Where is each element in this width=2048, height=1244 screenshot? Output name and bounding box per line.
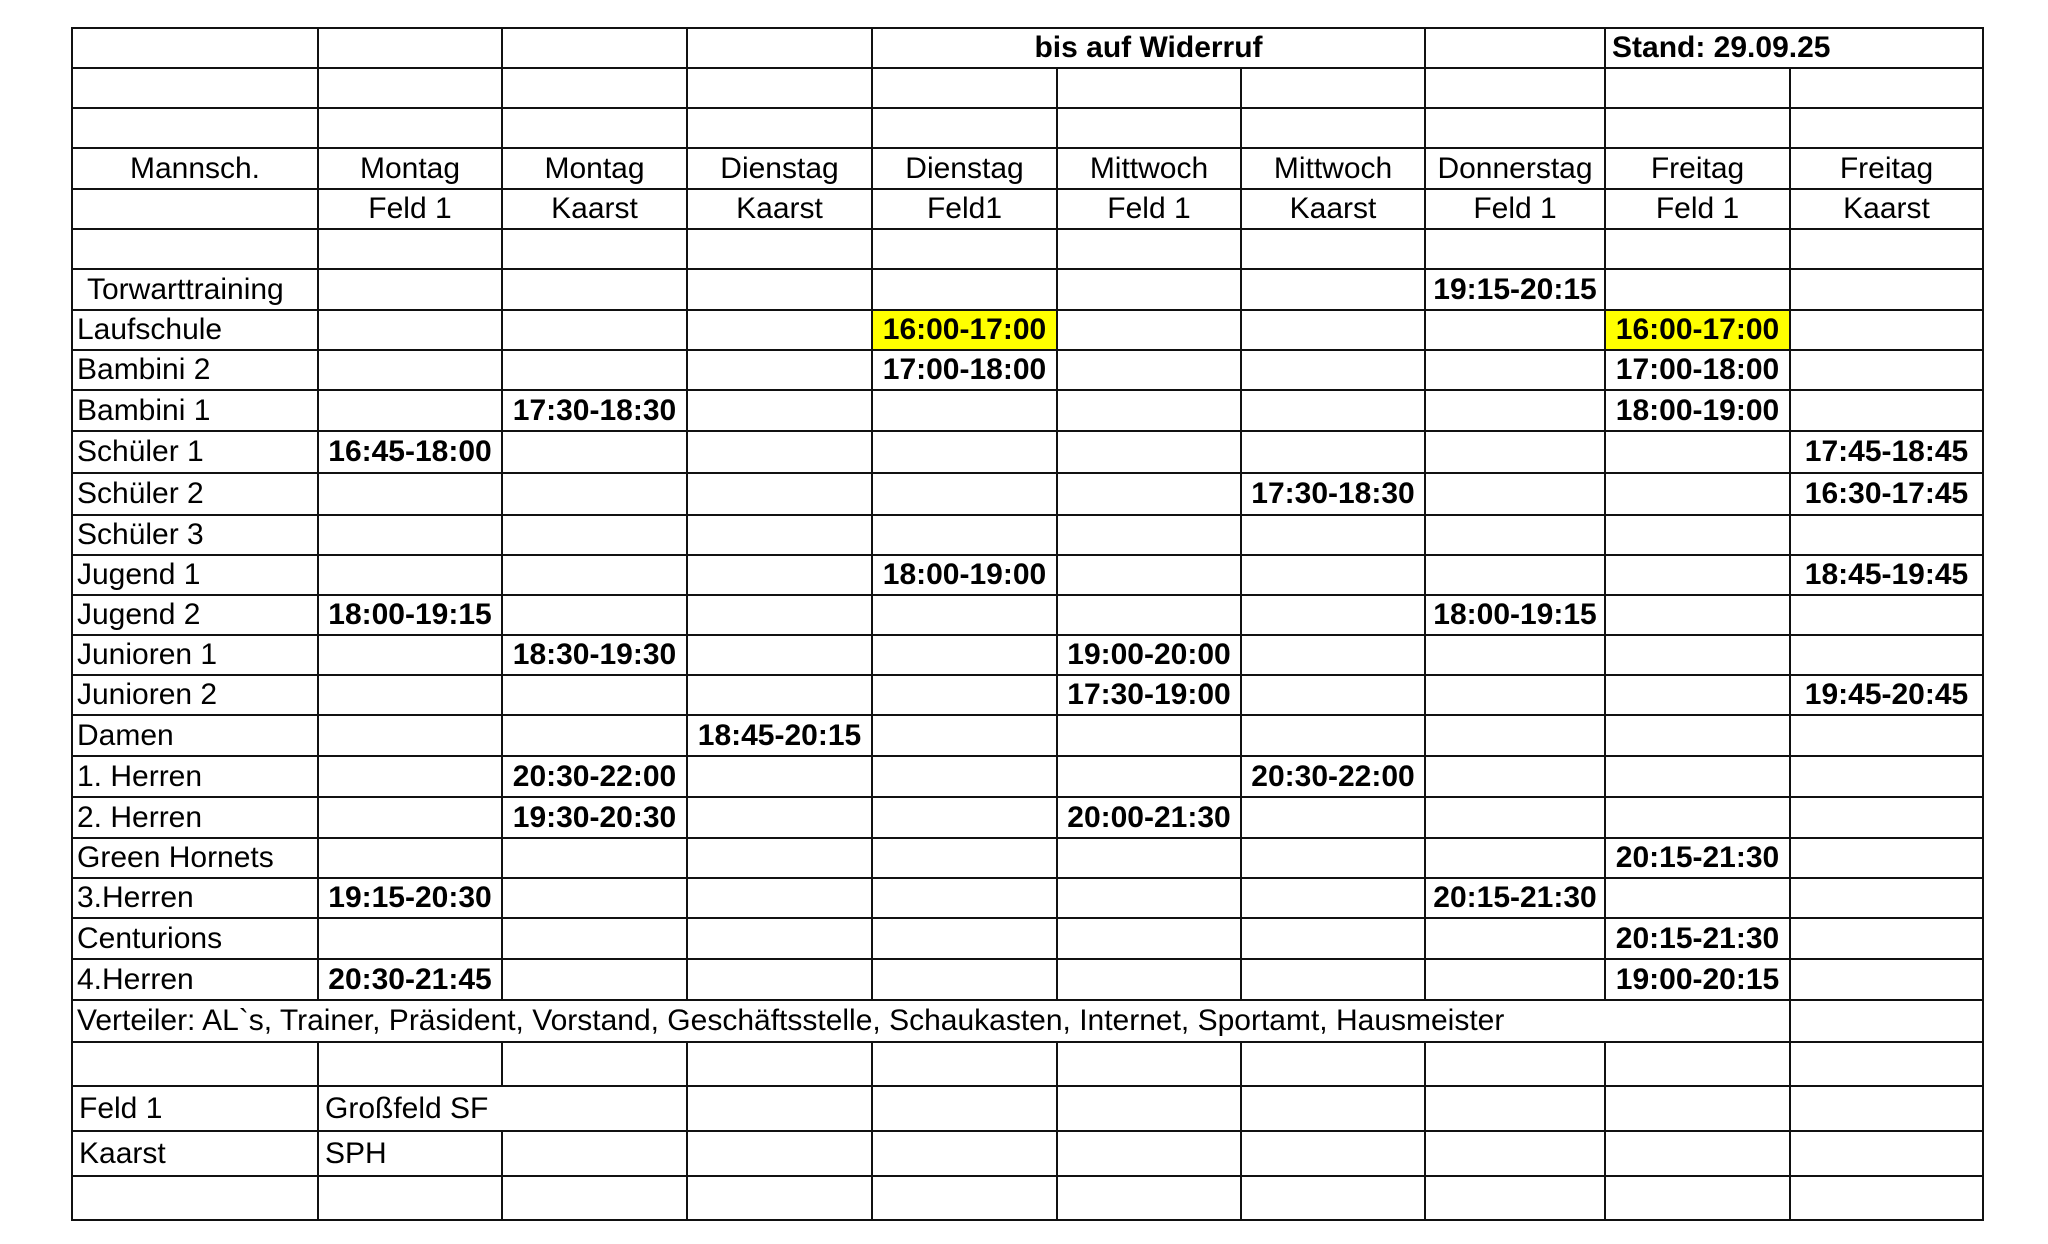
- training-slot: 18:45-19:45: [1790, 555, 1983, 595]
- empty-slot: [1790, 715, 1983, 756]
- empty-slot: [872, 918, 1057, 959]
- day-header: Freitag: [1790, 148, 1983, 189]
- empty-slot: [1425, 310, 1605, 350]
- empty-slot: [1425, 515, 1605, 555]
- team-column-header: Mannsch.: [72, 148, 318, 189]
- empty-cell: [1241, 1131, 1425, 1176]
- empty-slot: [872, 390, 1057, 431]
- validity-note: bis auf Widerruf: [872, 28, 1425, 68]
- empty-slot: [318, 390, 502, 431]
- team-name: Junioren 2: [72, 675, 318, 715]
- team-name: Laufschule: [72, 310, 318, 350]
- empty-slot: [1605, 635, 1790, 675]
- empty-slot: [502, 515, 687, 555]
- empty-cell: [687, 1131, 872, 1176]
- empty-slot: [1605, 595, 1790, 635]
- empty-slot: [1057, 555, 1241, 595]
- training-slot: 20:30-22:00: [502, 756, 687, 797]
- training-slot: 17:30-18:30: [502, 390, 687, 431]
- day-header: Donnerstag: [1425, 148, 1605, 189]
- empty-slot: [1241, 878, 1425, 918]
- training-slot: 20:15-21:30: [1605, 838, 1790, 878]
- day-header-row: [72, 148, 1983, 189]
- empty-slot: [1790, 878, 1983, 918]
- training-schedule-sheet: [71, 27, 1982, 1231]
- blank-row: [72, 1042, 1983, 1086]
- team-row: [72, 878, 1983, 918]
- empty-slot: [1790, 310, 1983, 350]
- empty-slot: [872, 595, 1057, 635]
- training-slot: 18:45-20:15: [687, 715, 872, 756]
- empty-slot: [1057, 595, 1241, 635]
- team-row: [72, 473, 1983, 515]
- distribution-row: [72, 1000, 1983, 1042]
- team-name: Schüler 3: [72, 515, 318, 555]
- field-header: Kaarst: [687, 189, 872, 229]
- training-slot: 19:30-20:30: [502, 797, 687, 838]
- empty-slot: [318, 756, 502, 797]
- empty-slot: [872, 515, 1057, 555]
- field-header-row: [72, 189, 1983, 229]
- blank-row: [72, 68, 1983, 108]
- team-name: 1. Herren: [72, 756, 318, 797]
- team-row: [72, 959, 1983, 1000]
- empty-slot: [318, 310, 502, 350]
- empty-slot: [502, 350, 687, 390]
- empty-slot: [687, 635, 872, 675]
- empty-slot: [872, 878, 1057, 918]
- empty-slot: [687, 555, 872, 595]
- empty-slot: [1605, 675, 1790, 715]
- empty-cell: [872, 1131, 1057, 1176]
- empty-slot: [872, 473, 1057, 515]
- empty-cell: [872, 1086, 1057, 1131]
- training-slot: 18:00-19:15: [318, 595, 502, 635]
- empty-cell: [1790, 1086, 1983, 1131]
- empty-slot: [687, 473, 872, 515]
- empty-slot: [1057, 390, 1241, 431]
- empty-slot: [318, 838, 502, 878]
- empty-slot: [1425, 350, 1605, 390]
- day-header: Freitag: [1605, 148, 1790, 189]
- team-row: [72, 595, 1983, 635]
- empty-cell: [318, 28, 502, 68]
- empty-slot: [687, 918, 872, 959]
- empty-slot: [1057, 431, 1241, 473]
- legend-key: Feld 1: [72, 1086, 318, 1131]
- empty-slot: [1425, 959, 1605, 1000]
- empty-slot: [1605, 756, 1790, 797]
- empty-cell: [502, 1131, 687, 1176]
- day-header: Mittwoch: [1241, 148, 1425, 189]
- training-slot: 19:45-20:45: [1790, 675, 1983, 715]
- team-row: [72, 756, 1983, 797]
- legend-row: [72, 1086, 1983, 1131]
- training-slot: 16:30-17:45: [1790, 473, 1983, 515]
- title-row: [72, 28, 1983, 68]
- empty-slot: [872, 797, 1057, 838]
- empty-slot: [687, 310, 872, 350]
- empty-slot: [1790, 595, 1983, 635]
- empty-slot: [318, 555, 502, 595]
- empty-slot: [1057, 473, 1241, 515]
- empty-cell: [1790, 1000, 1983, 1042]
- training-slot: 18:30-19:30: [502, 635, 687, 675]
- team-row: [72, 310, 1983, 350]
- training-slot: 17:30-18:30: [1241, 473, 1425, 515]
- empty-cell: [72, 189, 318, 229]
- training-slot: 19:00-20:15: [1605, 959, 1790, 1000]
- empty-slot: [1425, 797, 1605, 838]
- training-slot: 16:00-17:00: [1605, 310, 1790, 350]
- training-slot: 18:00-19:00: [1605, 390, 1790, 431]
- empty-slot: [1057, 715, 1241, 756]
- empty-slot: [687, 675, 872, 715]
- training-slot: 20:15-21:30: [1605, 918, 1790, 959]
- empty-slot: [687, 797, 872, 838]
- team-row: [72, 838, 1983, 878]
- status-date: Stand: 29.09.25: [1605, 28, 1983, 68]
- training-slot: 17:00-18:00: [1605, 350, 1790, 390]
- field-header: Feld 1: [1605, 189, 1790, 229]
- team-row: [72, 555, 1983, 595]
- team-name: Junioren 1: [72, 635, 318, 675]
- team-row: [72, 797, 1983, 838]
- training-slot: 17:30-19:00: [1057, 675, 1241, 715]
- team-name: Torwarttraining: [72, 269, 318, 310]
- empty-slot: [318, 918, 502, 959]
- empty-slot: [687, 515, 872, 555]
- field-header: Kaarst: [502, 189, 687, 229]
- empty-cell: [1425, 28, 1605, 68]
- legend-row: [72, 1131, 1983, 1176]
- empty-slot: [687, 595, 872, 635]
- empty-slot: [1790, 959, 1983, 1000]
- team-name: 2. Herren: [72, 797, 318, 838]
- empty-slot: [1057, 269, 1241, 310]
- field-header: Kaarst: [1790, 189, 1983, 229]
- empty-slot: [1790, 838, 1983, 878]
- team-row: [72, 675, 1983, 715]
- empty-slot: [1425, 635, 1605, 675]
- empty-slot: [1425, 390, 1605, 431]
- empty-slot: [687, 838, 872, 878]
- empty-cell: [1425, 1086, 1605, 1131]
- empty-slot: [1057, 838, 1241, 878]
- empty-slot: [872, 959, 1057, 1000]
- training-slot: 20:15-21:30: [1425, 878, 1605, 918]
- empty-slot: [1605, 878, 1790, 918]
- empty-cell: [1057, 1131, 1241, 1176]
- empty-slot: [872, 431, 1057, 473]
- empty-slot: [1425, 838, 1605, 878]
- empty-slot: [1241, 918, 1425, 959]
- empty-slot: [502, 310, 687, 350]
- field-header: Feld 1: [318, 189, 502, 229]
- empty-slot: [687, 350, 872, 390]
- day-header: Mittwoch: [1057, 148, 1241, 189]
- empty-slot: [687, 390, 872, 431]
- training-slot: 18:00-19:15: [1425, 595, 1605, 635]
- empty-slot: [502, 269, 687, 310]
- empty-slot: [1241, 838, 1425, 878]
- empty-slot: [1425, 756, 1605, 797]
- team-row: [72, 515, 1983, 555]
- empty-slot: [1790, 918, 1983, 959]
- empty-slot: [502, 959, 687, 1000]
- empty-slot: [1057, 756, 1241, 797]
- empty-cell: [72, 28, 318, 68]
- empty-slot: [1241, 595, 1425, 635]
- empty-slot: [1241, 959, 1425, 1000]
- empty-slot: [1605, 431, 1790, 473]
- empty-slot: [318, 635, 502, 675]
- empty-slot: [1241, 390, 1425, 431]
- empty-slot: [318, 797, 502, 838]
- training-slot: 20:30-21:45: [318, 959, 502, 1000]
- blank-row: [72, 1176, 1983, 1220]
- team-name: Green Hornets: [72, 838, 318, 878]
- empty-slot: [1425, 473, 1605, 515]
- legend-value: SPH: [318, 1131, 502, 1176]
- team-name: Bambini 2: [72, 350, 318, 390]
- empty-slot: [502, 675, 687, 715]
- empty-slot: [1790, 515, 1983, 555]
- schedule-body: [72, 28, 1983, 1220]
- empty-slot: [1425, 555, 1605, 595]
- training-slot: 19:00-20:00: [1057, 635, 1241, 675]
- empty-cell: [1425, 1131, 1605, 1176]
- field-header: Kaarst: [1241, 189, 1425, 229]
- empty-slot: [1425, 715, 1605, 756]
- day-header: Montag: [502, 148, 687, 189]
- empty-slot: [502, 555, 687, 595]
- empty-slot: [502, 878, 687, 918]
- team-name: 3.Herren: [72, 878, 318, 918]
- day-header: Dienstag: [872, 148, 1057, 189]
- empty-slot: [502, 918, 687, 959]
- team-name: Bambini 1: [72, 390, 318, 431]
- empty-slot: [687, 959, 872, 1000]
- training-slot: 17:00-18:00: [872, 350, 1057, 390]
- empty-slot: [872, 269, 1057, 310]
- team-row: [72, 350, 1983, 390]
- empty-slot: [1790, 797, 1983, 838]
- empty-slot: [318, 675, 502, 715]
- empty-slot: [1605, 269, 1790, 310]
- day-header: Dienstag: [687, 148, 872, 189]
- empty-slot: [318, 515, 502, 555]
- empty-slot: [872, 635, 1057, 675]
- empty-slot: [1605, 515, 1790, 555]
- distribution-list: Verteiler: AL`s, Trainer, Präsident, Vorstand, Geschäftsstelle, Schaukasten, Internet, Sportamt, Hausmeister: [72, 1000, 1790, 1042]
- empty-slot: [1057, 918, 1241, 959]
- team-name: Schüler 1: [72, 431, 318, 473]
- team-name: Jugend 2: [72, 595, 318, 635]
- empty-slot: [1790, 390, 1983, 431]
- empty-slot: [1241, 675, 1425, 715]
- empty-slot: [872, 715, 1057, 756]
- blank-row: [72, 229, 1983, 269]
- training-slot: 17:45-18:45: [1790, 431, 1983, 473]
- empty-slot: [1790, 350, 1983, 390]
- empty-cell: [502, 28, 687, 68]
- empty-slot: [1241, 310, 1425, 350]
- team-name: Centurions: [72, 918, 318, 959]
- empty-slot: [687, 431, 872, 473]
- empty-slot: [318, 473, 502, 515]
- empty-cell: [1790, 1131, 1983, 1176]
- empty-slot: [687, 756, 872, 797]
- team-row: [72, 431, 1983, 473]
- empty-cell: [1057, 1086, 1241, 1131]
- empty-slot: [1057, 878, 1241, 918]
- empty-cell: [1605, 1086, 1790, 1131]
- empty-slot: [1241, 515, 1425, 555]
- empty-slot: [687, 878, 872, 918]
- empty-slot: [687, 269, 872, 310]
- empty-cell: [687, 28, 872, 68]
- empty-slot: [872, 838, 1057, 878]
- legend-value: Großfeld SF: [318, 1086, 687, 1131]
- field-header: Feld 1: [1425, 189, 1605, 229]
- empty-slot: [1425, 675, 1605, 715]
- empty-slot: [1241, 269, 1425, 310]
- team-name: Schüler 2: [72, 473, 318, 515]
- empty-slot: [1057, 959, 1241, 1000]
- empty-slot: [502, 838, 687, 878]
- empty-slot: [1790, 756, 1983, 797]
- training-slot: 19:15-20:30: [318, 878, 502, 918]
- empty-slot: [1425, 918, 1605, 959]
- blank-row: [72, 108, 1983, 148]
- empty-slot: [1605, 473, 1790, 515]
- empty-slot: [872, 675, 1057, 715]
- empty-slot: [1790, 269, 1983, 310]
- empty-slot: [1790, 635, 1983, 675]
- field-header: Feld1: [872, 189, 1057, 229]
- empty-slot: [318, 269, 502, 310]
- team-name: Jugend 1: [72, 555, 318, 595]
- empty-slot: [1241, 350, 1425, 390]
- legend-key: Kaarst: [72, 1131, 318, 1176]
- team-row: [72, 269, 1983, 310]
- empty-slot: [1057, 350, 1241, 390]
- empty-cell: [687, 1086, 872, 1131]
- empty-slot: [318, 350, 502, 390]
- training-slot: 20:30-22:00: [1241, 756, 1425, 797]
- empty-cell: [1605, 1131, 1790, 1176]
- training-slot: 19:15-20:15: [1425, 269, 1605, 310]
- field-header: Feld 1: [1057, 189, 1241, 229]
- empty-slot: [1605, 715, 1790, 756]
- empty-slot: [318, 715, 502, 756]
- empty-slot: [502, 595, 687, 635]
- empty-slot: [1241, 555, 1425, 595]
- team-row: [72, 715, 1983, 756]
- empty-slot: [1605, 555, 1790, 595]
- team-row: [72, 390, 1983, 431]
- empty-slot: [502, 473, 687, 515]
- schedule-table: [71, 27, 1984, 1221]
- empty-slot: [1057, 515, 1241, 555]
- training-slot: 18:00-19:00: [872, 555, 1057, 595]
- empty-slot: [1241, 797, 1425, 838]
- team-name: Damen: [72, 715, 318, 756]
- training-slot: 20:00-21:30: [1057, 797, 1241, 838]
- empty-slot: [1425, 431, 1605, 473]
- team-row: [72, 918, 1983, 959]
- empty-slot: [1241, 635, 1425, 675]
- day-header: Montag: [318, 148, 502, 189]
- training-slot: 16:00-17:00: [872, 310, 1057, 350]
- empty-slot: [1057, 310, 1241, 350]
- training-slot: 16:45-18:00: [318, 431, 502, 473]
- empty-slot: [1605, 797, 1790, 838]
- empty-cell: [1241, 1086, 1425, 1131]
- empty-slot: [502, 431, 687, 473]
- empty-slot: [502, 715, 687, 756]
- empty-slot: [1241, 715, 1425, 756]
- empty-slot: [1241, 431, 1425, 473]
- empty-slot: [872, 756, 1057, 797]
- team-name: 4.Herren: [72, 959, 318, 1000]
- team-row: [72, 635, 1983, 675]
